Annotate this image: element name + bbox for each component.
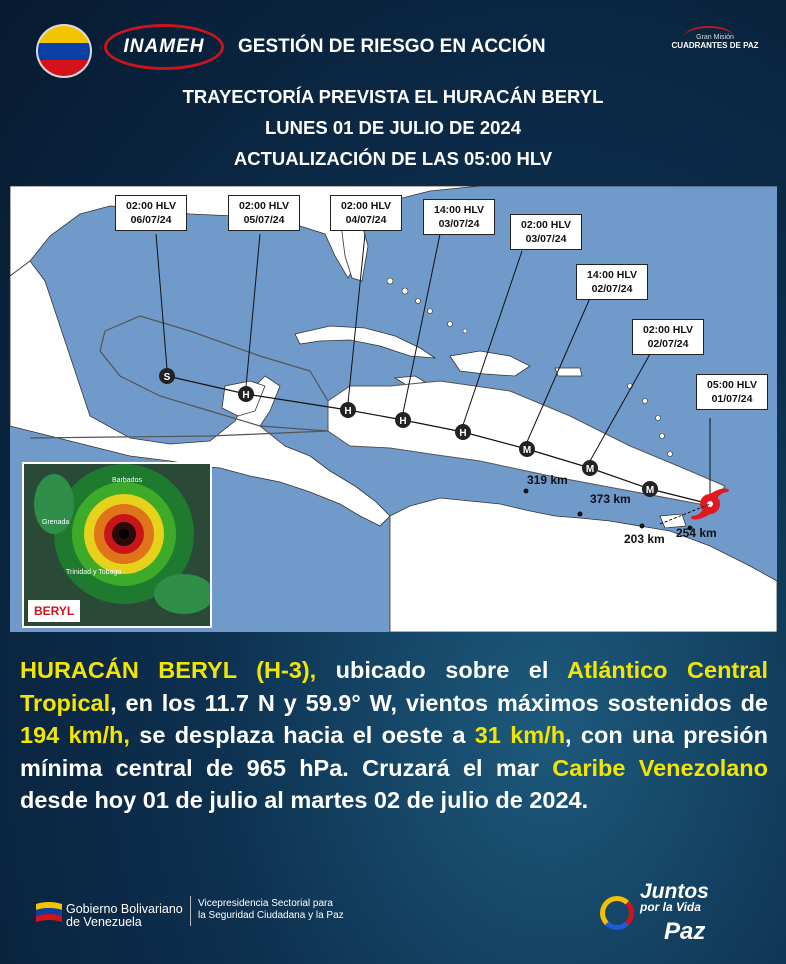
forecast-map	[10, 186, 777, 632]
juntos-line1: Juntos	[640, 880, 709, 903]
inameh-logo	[104, 24, 224, 70]
label-03-07-0200: 02:00 HLV 03/07/24	[510, 214, 582, 250]
storm-name: HURACÁN BERYL (H-3),	[20, 657, 317, 683]
desc-text-3: se desplaza hacia el oeste a	[129, 722, 475, 748]
label-05-07-0200: 02:00 HLV 05/07/24	[228, 195, 300, 231]
svg-text:S: S	[163, 372, 171, 383]
movement-speed-highlight: 31 km/h	[474, 722, 566, 748]
svg-text:H: H	[242, 390, 250, 401]
juntos-line3: Paz	[664, 918, 706, 945]
svg-text:H: H	[344, 406, 352, 417]
venezuela-flag-icon	[36, 900, 62, 922]
partner-logo-line2: CUADRANTES DE PAZ	[671, 41, 759, 50]
inset-place-grenada: Grenada	[42, 519, 70, 526]
svg-text:M: M	[522, 445, 532, 456]
venezuela-shield-logo	[36, 24, 92, 78]
label-02-07-1400: 14:00 HLV 02/07/24	[576, 264, 648, 300]
bahamas	[387, 278, 467, 333]
header	[0, 0, 786, 186]
footer	[0, 880, 786, 964]
vice-line2: la Seguridad Ciudadana y la Paz	[198, 910, 344, 921]
label-03-07-1400: 14:00 HLV 03/07/24	[423, 199, 495, 235]
distance-373: 373 km	[590, 492, 631, 506]
juntos-line2: por la Vida	[640, 900, 701, 914]
desc-text-4: , con una presión mínima central de 965 hPa. Cruzará el mar	[20, 722, 768, 781]
location-highlight: Atlántico Central Tropical	[20, 657, 768, 716]
desc-text-5: desde hoy 01 de julio al martes 02 de julio de 2024.	[20, 787, 589, 813]
inset-label-beryl: BERYL	[28, 600, 80, 622]
south-america	[390, 498, 777, 632]
svg-text:H: H	[459, 428, 467, 439]
label-02-07-0200: 02:00 HLV 02/07/24	[632, 319, 704, 355]
desc-text-1: ubicado sobre el	[316, 657, 567, 683]
svg-text:M: M	[645, 485, 655, 496]
cuadrantes-de-paz-logo	[670, 34, 760, 64]
gob-line1: Gobierno Bolivariano	[66, 902, 183, 916]
sea-highlight: Caribe Venezolano	[552, 754, 769, 781]
hispaniola	[450, 351, 530, 376]
juntos-por-la-vida-logo	[600, 880, 750, 948]
gob-line2: de Venezuela	[66, 915, 142, 929]
forecast-cone-outline-west	[100, 316, 328, 431]
inset-place-trinidad: Trinidad y Tobago	[66, 569, 122, 576]
cuba	[295, 326, 435, 358]
svg-text:H: H	[399, 416, 407, 427]
desc-text-2: , en los 11.7 N y 59.9° W, vientos máximos sostenidos de	[110, 689, 768, 716]
header-title: GESTIÓN DE RIESGO EN ACCIÓN	[238, 36, 546, 57]
inset-place-barbados: Barbados	[112, 477, 142, 484]
subtitle-date: LUNES 01 DE JULIO DE 2024	[264, 117, 521, 138]
footer-divider	[190, 896, 191, 926]
wind-speed-highlight: 194 km/h,	[20, 722, 130, 748]
partner-logo-line1: Gran Misión	[696, 34, 734, 41]
svg-text:M: M	[585, 464, 595, 475]
inameh-logo-text: INAMEH	[123, 36, 205, 57]
distance-203: 203 km	[624, 532, 665, 546]
label-06-07-0200: 02:00 HLV 06/07/24	[115, 195, 187, 231]
juntos-ring-icon	[600, 896, 634, 930]
label-04-07-0200: 02:00 HLV 04/07/24	[330, 195, 402, 231]
satellite-inset	[22, 462, 212, 628]
storm-description	[20, 654, 768, 817]
distance-254: 254 km	[676, 526, 717, 540]
subtitle-update: ACTUALIZACIÓN DE LAS 05:00 HLV	[233, 148, 553, 169]
distance-319: 319 km	[527, 473, 568, 487]
vice-line1: Vicepresidencia Sectorial para	[198, 898, 333, 909]
vicepresidencia-text	[198, 898, 344, 922]
subtitle-trajectory: TRAYECTORÍA PREVISTA EL HURACÁN BERYL	[182, 86, 604, 107]
label-01-07-0500: 05:00 HLV 01/07/24	[696, 374, 768, 410]
